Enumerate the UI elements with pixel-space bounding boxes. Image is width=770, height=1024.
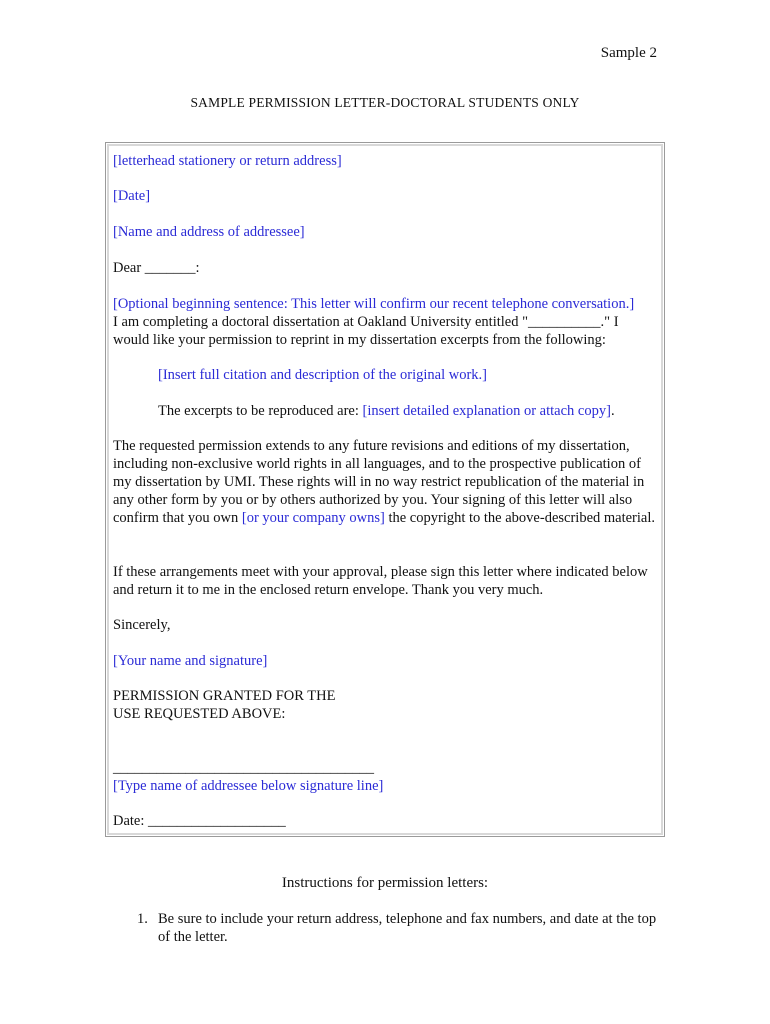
- excerpts-suffix: .: [610, 403, 615, 419]
- ownership-placeholder: [or your company owns]: [241, 510, 385, 526]
- instruction-number: 1.: [137, 911, 148, 927]
- page-label: Sample 2: [600, 45, 657, 61]
- signature-line: ____________________________________: [113, 760, 374, 776]
- permission-line-1: PERMISSION GRANTED FOR THE: [113, 688, 336, 704]
- instruction-text: Be sure to include your return address, telephone and fax numbers, and date at the top of the letter.: [158, 911, 657, 945]
- optional-sentence: [Optional beginning sentence: This letter will confirm our recent telephone conversation.]: [113, 296, 635, 312]
- letterhead-placeholder: [letterhead stationery or return address]: [113, 153, 342, 169]
- signature-placeholder: [Your name and signature]: [113, 653, 268, 669]
- closing: Sincerely,: [113, 617, 171, 633]
- permission-line-2: USE REQUESTED ABOVE:: [113, 706, 286, 722]
- date-line: Date: ___________________: [113, 813, 286, 829]
- rights-text-2: the copyright to the above-described material.: [384, 510, 656, 526]
- instruction-item: [137, 910, 657, 946]
- date-placeholder: [Date]: [113, 188, 151, 204]
- citation-placeholder: [Insert full citation and description of the original work.]: [158, 367, 487, 383]
- salutation: Dear _______:: [113, 260, 200, 276]
- excerpts-line: [158, 402, 615, 420]
- excerpts-placeholder: [insert detailed explanation or attach copy]: [362, 403, 611, 419]
- document-title: SAMPLE PERMISSION LETTER-DOCTORAL STUDENTS ONLY: [190, 95, 580, 110]
- excerpts-prefix: The excerpts to be reproduced are:: [158, 403, 363, 419]
- addressee-placeholder: [Name and address of addressee]: [113, 224, 305, 240]
- instructions-title: Instructions for permission letters:: [281, 875, 489, 891]
- addressee-signature-placeholder: [Type name of addressee below signature line]: [113, 778, 384, 794]
- approval-paragraph: If these arrangements meet with your approval, please sign this letter where indicated below and return it to me in the enclosed return envelope. Thank you very much.: [113, 564, 648, 598]
- rights-text-1: The requested permission extends to any future revisions and editions of my dissertation, including non-exclusive world rights in all languages, and to the prospective publication of my dissertation by UMI. These rights will in no way restrict republication of the material in any other form by you or by others authorized by you. Your signing of this letter will also confirm that you own: [113, 438, 645, 526]
- intro-paragraph: I am completing a doctoral dissertation at Oakland University entitled "__________." I would like your permission to reprint in my dissertation excerpts from the following:: [113, 314, 619, 348]
- rights-paragraph: [113, 437, 658, 527]
